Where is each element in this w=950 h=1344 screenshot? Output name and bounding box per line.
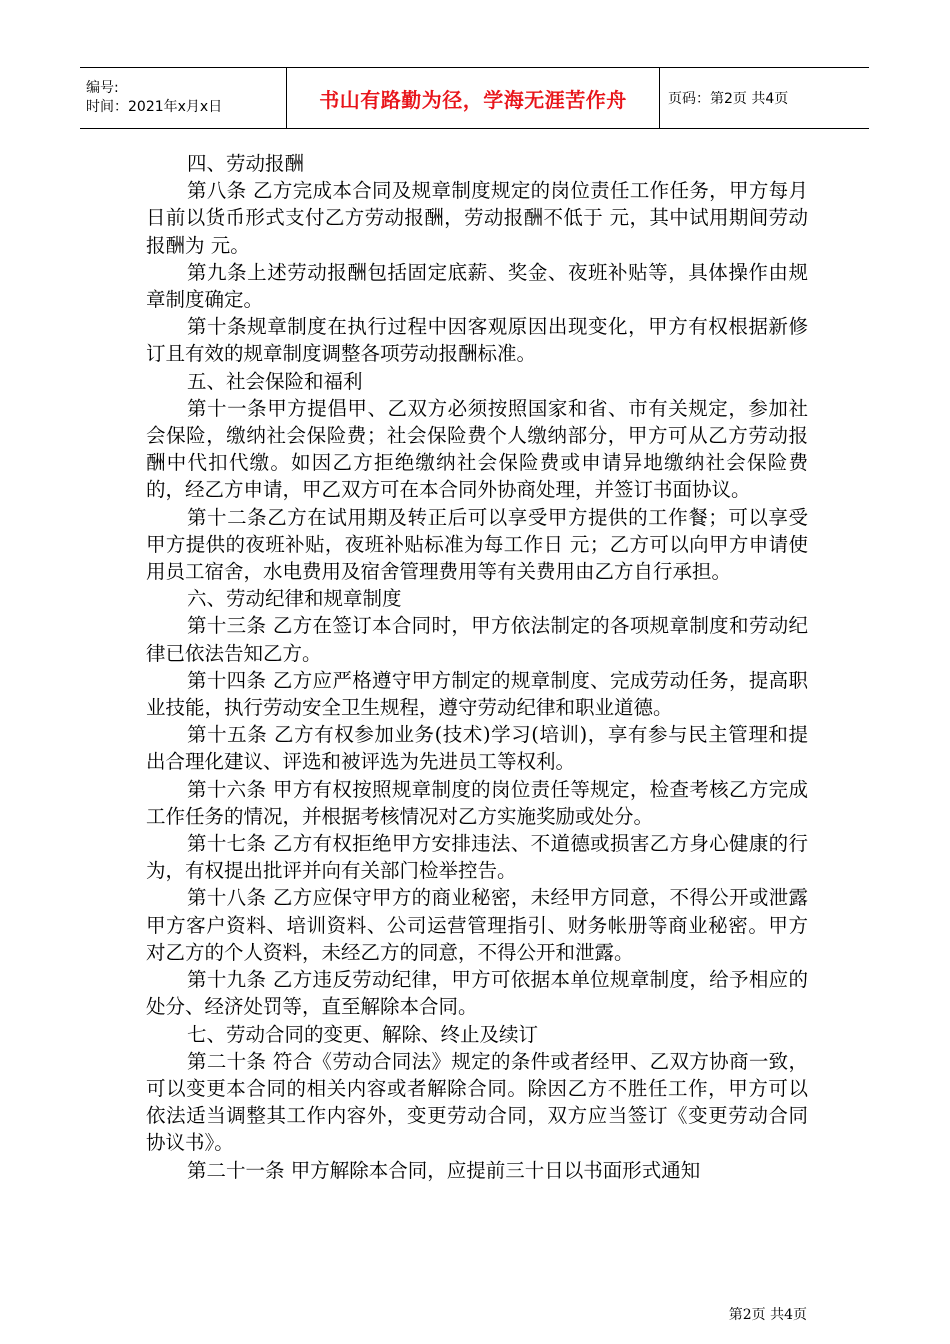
- clause-paragraph: 第十五条 乙方有权参加业务(技术)学习(培训)，享有参与民主管理和提出合理化建议、评选和被评选为先进员工等权利。: [146, 723, 808, 774]
- motto-text: 书山有路勤为径，学海无涯苦作舟: [319, 87, 627, 112]
- clause-paragraph: 第十七条 乙方有权拒绝甲方安排违法、不道德或损害乙方身心健康的行为，有权提出批评并向有关部门检举控告。: [146, 832, 808, 883]
- clause-paragraph: 第二十一条 甲方解除本合同，应提前三十日以书面形式通知: [187, 1158, 701, 1182]
- header-page-code: 页码：第2页 共4页: [668, 91, 789, 107]
- clause-paragraph: 第十一条甲方提倡甲、乙双方必须按照国家和省、市有关规定，参加社会保险，缴纳社会保险费；社会保险费个人缴纳部分，甲方可从乙方劳动报酬中代扣代缴。如因乙方拒绝缴纳社会保险费或申请异地缴纳社会保险费的，经乙方申请，甲乙双方可在本合同外协商处理，并签订书面协议。: [146, 396, 808, 502]
- section-heading: 五、社会保险和福利: [187, 369, 363, 393]
- clause-paragraph: 第十三条 乙方在签订本合同时，甲方依法制定的各项规章制度和劳动纪律已依法告知乙方。: [146, 614, 808, 665]
- clause-paragraph: 第十条规章制度在执行过程中因客观原因出现变化，甲方有权根据新修订且有效的规章制度调整各项劳动报酬标准。: [146, 315, 808, 366]
- footer-page-number: 第2页 共4页: [728, 1307, 807, 1323]
- header-motto-cell: [287, 68, 660, 129]
- time-label: 时间：2021年x月x日: [86, 99, 223, 115]
- clause-paragraph: 第十八条 乙方应保守甲方的商业秘密，未经甲方同意，不得公开或泄露甲方客户资料、培训资料、公司运营管理指引、财务帐册等商业秘密。甲方对乙方的个人资料，未经乙方的同意，不得公开和泄露。: [146, 886, 808, 964]
- clause-paragraph: 第十九条 乙方违反劳动纪律，甲方可依据本单位规章制度，给予相应的处分、经济处罚等，直至解除本合同。: [146, 968, 808, 1019]
- section-heading: 六、劳动纪律和规章制度: [187, 587, 402, 611]
- section-heading: 四、劳动报酬: [187, 152, 305, 175]
- clause-paragraph: 第九条上述劳动报酬包括固定底薪、奖金、夜班补贴等，具体操作由规章制度确定。: [146, 260, 808, 312]
- clause-paragraph: 第二十条 符合《劳动合同法》规定的条件或者经甲、乙双方协商一致，可以变更本合同的相关内容或者解除合同。除因乙方不胜任工作，甲方可以依法适当调整其工作内容外，变更劳动合同，双方应当签订《变更劳动合同协议书》。: [146, 1049, 808, 1155]
- clause-paragraph: 第十四条 乙方应严格遵守甲方制定的规章制度、完成劳动任务，提高职业技能，执行劳动安全卫生规程，遵守劳动纪律和职业道德。: [146, 668, 808, 720]
- document-header: [80, 67, 869, 129]
- number-label: 编号:: [86, 80, 119, 96]
- header-meta: [80, 68, 287, 129]
- clause-paragraph: 第八条 乙方完成本合同及规章制度规定的岗位责任工作任务，甲方每月 日前以货币形式支付乙方劳动报酬，劳动报酬不低于 元，其中试用期间劳动报酬为 元。: [146, 179, 808, 257]
- clause-paragraph: 第十二条乙方在试用期及转正后可以享受甲方提供的工作餐；可以享受甲方提供的夜班补贴，夜班补贴标准为每工作日 元；乙方可以向甲方申请使用员工宿舍，水电费用及宿舍管理费用等有关费用由乙方自行承担。: [146, 505, 808, 584]
- clause-paragraph: 第十六条 甲方有权按照规章制度的岗位责任等规定，检查考核乙方完成工作任务的情况，并根据考核情况对乙方实施奖励或处分。: [146, 777, 808, 828]
- contract-body: [146, 150, 808, 1184]
- section-heading: 七、劳动合同的变更、解除、终止及续订: [187, 1022, 539, 1046]
